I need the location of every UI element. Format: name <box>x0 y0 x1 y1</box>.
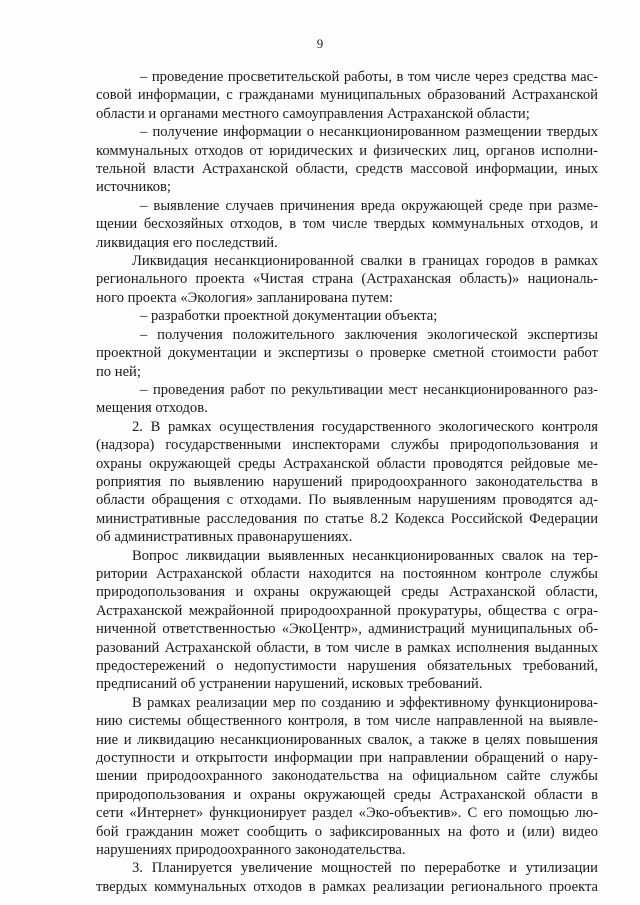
text-line: нию системы общественного контроля, в том числе направленной на выявле- <box>96 713 598 730</box>
text-line: щении бесхозяйных отходов, в том числе твердых коммунальных отходов, и <box>96 216 598 233</box>
text-line: Астраханской межрайонной природоохранной прокуратуры, общества с огра- <box>96 602 598 619</box>
text-line: ние и ликвидацию несанкционированных свалок, а также в целях повышения <box>96 731 598 748</box>
text-line: – разработки проектной документации объекта; <box>140 308 438 325</box>
text-line: ниченной ответственностью «ЭкоЦентр», администраций муниципальных об- <box>96 621 598 638</box>
text-line: 3. Планируется увеличение мощностей по переработке и утилизации <box>132 860 598 877</box>
text-line: – проведение просветительской работы, в том числе через средства мас- <box>140 69 598 85</box>
text-line: области и органами местного самоуправления Астраханской области; <box>96 105 530 122</box>
text-line: разований Астраханской области, в том числе в рамках исполнения выданных <box>96 639 598 656</box>
text-line: источников; <box>96 179 171 196</box>
text-line: природопользования и охраны окружающей среды Астраханской области, <box>96 584 598 601</box>
text-line: природопользования и охраны окружающей среды Астраханской области в <box>96 786 598 803</box>
text-line: по ней; <box>96 363 141 380</box>
text-line: 2. В рамках осуществления государственного экологического контроля <box>132 418 598 435</box>
text-line: коммунальных отходов от юридических и физических лиц, органов исполни- <box>96 142 598 159</box>
body-text <box>96 68 598 896</box>
text-line: области обращения с отходами. По выявленным нарушениям проводятся ад- <box>96 492 598 509</box>
page-number: 9 <box>316 36 324 51</box>
text-line: об административных правонарушениях. <box>96 529 353 546</box>
text-line: доступности и открытости информации при направлении обращений о нару- <box>96 750 598 767</box>
text-line: твердых коммунальных отходов в рамках реализации регионального проекта <box>96 878 598 895</box>
text-line: ного проекта «Экология» запланирована путем: <box>96 289 393 306</box>
text-line: охраны окружающей среды Астраханской области проводятся рейдовые ме- <box>96 455 598 472</box>
text-line: предостережений о недопустимости нарушения обязательных требований, <box>96 658 598 674</box>
text-line: – проведения работ по рекультивации мест несанкционированного раз- <box>140 381 598 398</box>
text-line: – получения положительного заключения экологической экспертизы <box>140 326 598 343</box>
text-line: регионального проекта «Чистая страна (Астраханская область)» националь- <box>96 271 598 288</box>
text-line: нарушениях природоохранного законодательства. <box>96 842 406 859</box>
text-line: – получение информации о несанкционированном размещении твердых <box>140 124 598 141</box>
text-line: сети «Интернет» функционирует раздел «Эко-объектив». С его помощью лю- <box>96 805 598 822</box>
text-line: шении природоохранного законодательства на официальном сайте службы <box>96 768 598 785</box>
text-line: – выявление случаев причинения вреда окружающей среде при разме- <box>140 197 598 214</box>
text-line: роприятия по выявлению нарушений природоохранного законодательства в <box>96 473 598 490</box>
text-line: предписаний об устранении нарушений, исковых требований. <box>96 676 483 693</box>
text-line: мещения отходов. <box>96 400 208 417</box>
text-line: министративные расследования по статье 8.2 Кодекса Российской Федерации <box>96 510 598 527</box>
text-line: В рамках реализации мер по созданию и эффективному функционирова- <box>132 694 598 711</box>
text-line: бой гражданин может сообщить о зафиксированных на фото и (или) видео <box>96 823 598 840</box>
text-line: (надзора) государственными инспекторами службы природопользования и <box>96 437 598 454</box>
text-line: Ликвидация несанкционированной свалки в границах городов в рамках <box>132 253 598 270</box>
text-line: Вопрос ликвидации выявленных несанкционированных свалок на тер- <box>132 547 598 564</box>
text-line: тельной власти Астраханской области, средств массовой информации, иных <box>96 161 598 178</box>
text-line: ритории Астраханской области находится на постоянном контроле службы <box>96 565 598 582</box>
text-line: ликвидация его последствий. <box>96 234 278 251</box>
text-line: совой информации, с гражданами муниципальных образований Астраханской <box>96 87 598 104</box>
text-line: проектной документации и экспертизы о проверке сметной стоимости работ <box>96 345 598 362</box>
